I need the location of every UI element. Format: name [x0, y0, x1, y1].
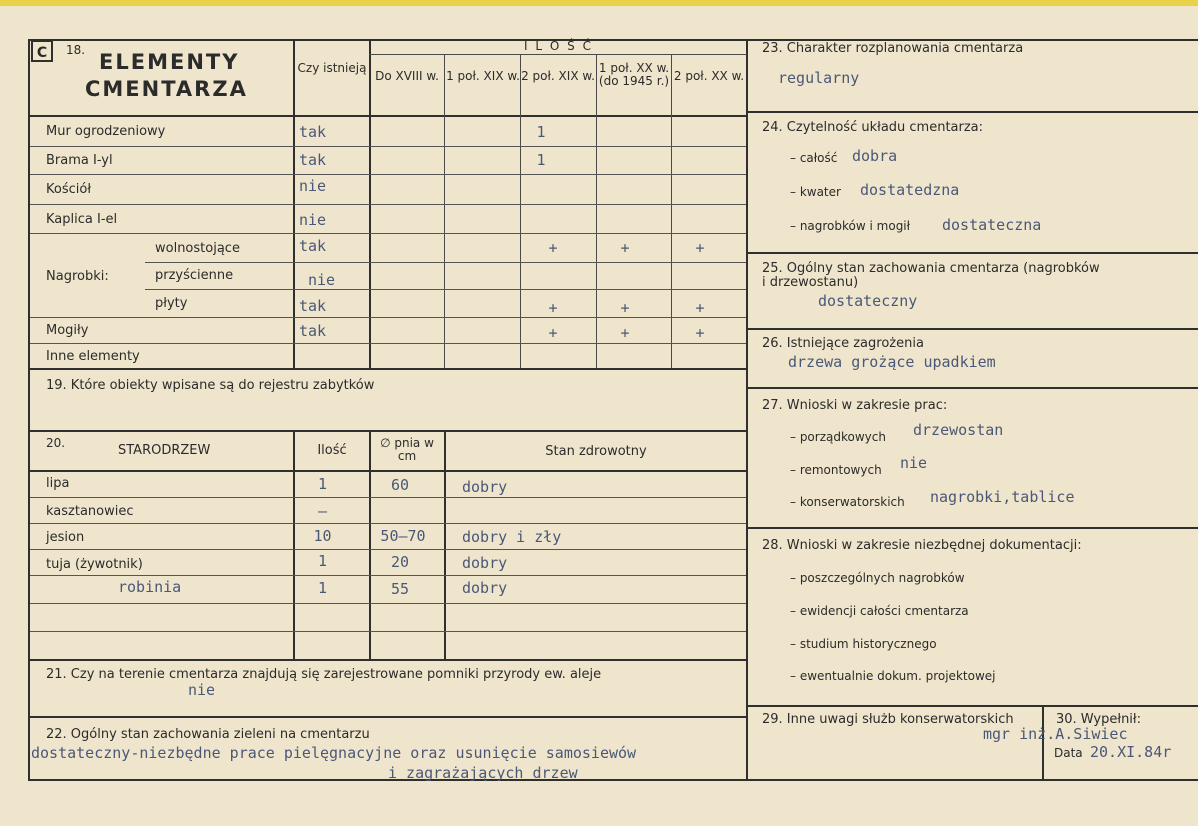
s20-tree-name: tuja (żywotnik) [46, 557, 143, 572]
frame-left [28, 39, 30, 781]
s21-answer: nie [188, 681, 216, 699]
s18-header-bottom [28, 115, 748, 117]
s22-question: 22. Ogólny stan zachowania zieleni na cmentarzu [46, 727, 370, 742]
s30-date-value: 20.XI.84r [1090, 743, 1172, 761]
s18-cell-value: + [620, 299, 630, 317]
s20-tree-name: lipa [46, 476, 70, 491]
s28-item: – studium historycznego [790, 637, 937, 651]
s20-ilosc-value: – [317, 502, 328, 520]
s21-bottom [28, 716, 748, 718]
s18-cell-value: + [695, 239, 705, 257]
s20-stan-value: dobry i zły [462, 528, 562, 546]
s21-question: 21. Czy na terenie cmentarza znajdują się zarejestrowane pomniki przyrody ew. aleje [46, 667, 602, 682]
top-edge [0, 0, 1198, 6]
s18-cell-value: + [620, 324, 630, 342]
s29-question: 29. Inne uwagi służb konserwatorskich [762, 712, 1014, 727]
s24-item-label: – całość [790, 151, 838, 165]
s18-row-label: Mogiły [46, 323, 89, 338]
s18-row-label: Inne elementy [46, 349, 140, 364]
s18-cell-value: 1 [536, 123, 546, 141]
s18-cell-value: + [548, 239, 558, 257]
s18-row-sublabel: wolnostojące [155, 241, 240, 256]
s18-col-header: Do XVIII w. [375, 69, 439, 83]
s27-item-label: – konserwatorskich [790, 495, 905, 509]
s18-czy-value: nie [299, 211, 327, 229]
s24-item-label: – nagrobków i mogił [790, 219, 911, 233]
s18-cell-value: 1 [536, 151, 546, 169]
s18-bottom [28, 368, 748, 370]
s18-czy-value: tak [299, 123, 327, 141]
s24-item-answer: dostatedzna [860, 181, 960, 199]
s18-col-czy: Czy istnieją [297, 61, 367, 75]
s20-pnia-value: 50–70 [380, 527, 426, 545]
s29-signature: mgr inż.A.Siwiec [983, 725, 1128, 743]
s20-tree-name: jesion [46, 530, 85, 545]
s18-col-header: 1 poł. XIX w. [446, 69, 520, 83]
s18-czy-value: tak [299, 237, 327, 255]
s20-bottom [28, 659, 748, 661]
s18-cell-value: + [695, 299, 705, 317]
s18-cell-value: + [548, 324, 558, 342]
s18-row-label: Kaplica I-el [46, 212, 118, 227]
s18-title-line2: CMENTARZA [85, 77, 248, 101]
s26-answer: drzewa grożące upadkiem [788, 353, 996, 371]
s28-item: – ewentualnie dokum. projektowej [790, 669, 996, 683]
s20-pnia-value: 55 [390, 580, 410, 598]
s18-czy-value: tak [299, 322, 327, 340]
s18-cell-value: + [548, 299, 558, 317]
s27-item-answer: drzewostan [913, 421, 1004, 439]
s20-stan-value: dobry [462, 554, 508, 572]
s27-item-answer: nie [900, 454, 928, 472]
s25-answer: dostateczny [818, 292, 918, 310]
s18-col-header: 2 poł. XIX w. [521, 69, 595, 83]
s18-cell-value: + [695, 324, 705, 342]
s20-stan-value: dobry [462, 579, 508, 597]
s18-col-header: 1 poł. XX w. (do 1945 r.) [598, 61, 670, 88]
s30-label: 30. Wypełnił: [1056, 712, 1141, 727]
s18-czy-value: tak [299, 151, 327, 169]
s27-item-label: – remontowych [790, 463, 882, 477]
s27-item-answer: nagrobki,tablice [930, 488, 1075, 506]
s20-col-ilosc: Ilość [317, 443, 347, 458]
section-letter: C [31, 40, 53, 62]
s24-item-answer: dostateczna [942, 216, 1042, 234]
s18-ilosc-header: I L O Ś Ć [524, 39, 593, 53]
s19-question: 19. Które obiekty wpisane są do rejestru zabytków [46, 378, 375, 393]
s18-row-sublabel: przyścienne [155, 268, 234, 283]
s18-row-sublabel: płyty [155, 296, 188, 311]
s18-col5-left [671, 55, 672, 369]
s18-cell-value: + [620, 239, 630, 257]
s20-stan-value: dobry [462, 478, 508, 496]
s20-tree-name: robinia [118, 578, 182, 596]
s18-row-label: Brama I-yl [46, 153, 113, 168]
s20-ilosc-value: 1 [317, 579, 328, 597]
s20-pnia-value: 20 [390, 553, 410, 571]
s20-number: 20. [46, 436, 66, 450]
s25-question: 25. Ogólny stan zachowania cmentarza (nagrobków [762, 261, 1100, 276]
s18-col3-left [520, 55, 521, 369]
s22-answer-line2: i zagrażających drzew [388, 764, 578, 782]
s28-item: – poszczególnych nagrobków [790, 571, 965, 585]
s23-answer: regularny [778, 69, 860, 87]
s20-ilosc-value: 1 [317, 475, 328, 493]
s20-pnia-value: 60 [390, 476, 410, 494]
s18-row-label: Mur ogrodzeniowy [46, 124, 166, 139]
s19-bottom [28, 430, 748, 432]
s24-question: 24. Czytelność układu cmentarza: [762, 120, 984, 135]
s20-ilosc-value: 10 [313, 527, 332, 545]
s27-item-label: – porządkowych [790, 430, 886, 444]
divider-center [746, 39, 748, 781]
s27-question: 27. Wnioski w zakresie prac: [762, 398, 948, 413]
s20-tree-name: kasztanowiec [46, 504, 134, 519]
s28-question: 28. Wnioski w zakresie niezbędnej dokumentacji: [762, 538, 1082, 553]
s18-czy-value: nie [308, 271, 336, 289]
s20-col-stan: Stan zdrowotny [545, 444, 647, 459]
s24-item-label: – kwater [790, 185, 841, 199]
s18-col4-left [596, 55, 597, 369]
s18-nagrobki-label: Nagrobki: [46, 269, 109, 284]
s18-row-label: Kościół [46, 182, 92, 197]
s28-item: – ewidencji całości cmentarza [790, 604, 969, 618]
s18-title-line1: ELEMENTY [99, 50, 240, 74]
s18-czy-value: nie [299, 177, 327, 195]
frame-bottom-right [746, 779, 1198, 781]
s18-col2-left [444, 55, 445, 369]
s20-ilosc-value: 1 [317, 552, 328, 570]
s25-question-cont: i drzewostanu) [762, 275, 859, 290]
s18-number: 18. [66, 43, 86, 57]
s30-date-label: Data [1054, 746, 1083, 760]
s18-ilosc-underline [369, 54, 747, 55]
s23-question: 23. Charakter rozplanowania cmentarza [762, 41, 1024, 56]
s18-col-header: 2 poł. XX w. [673, 69, 745, 83]
s24-item-answer: dobra [852, 147, 898, 165]
s26-question: 26. Istniejące zagrożenia [762, 336, 924, 351]
s22-answer-line1: dostateczny-niezbędne prace pielęgnacyjne oraz usunięcie samosiewów [31, 744, 637, 762]
s18-czy-value: tak [299, 297, 327, 315]
s20-col-pnia: ∅ pnia w cm [380, 436, 434, 463]
s20-title: STARODRZEW [118, 443, 211, 458]
